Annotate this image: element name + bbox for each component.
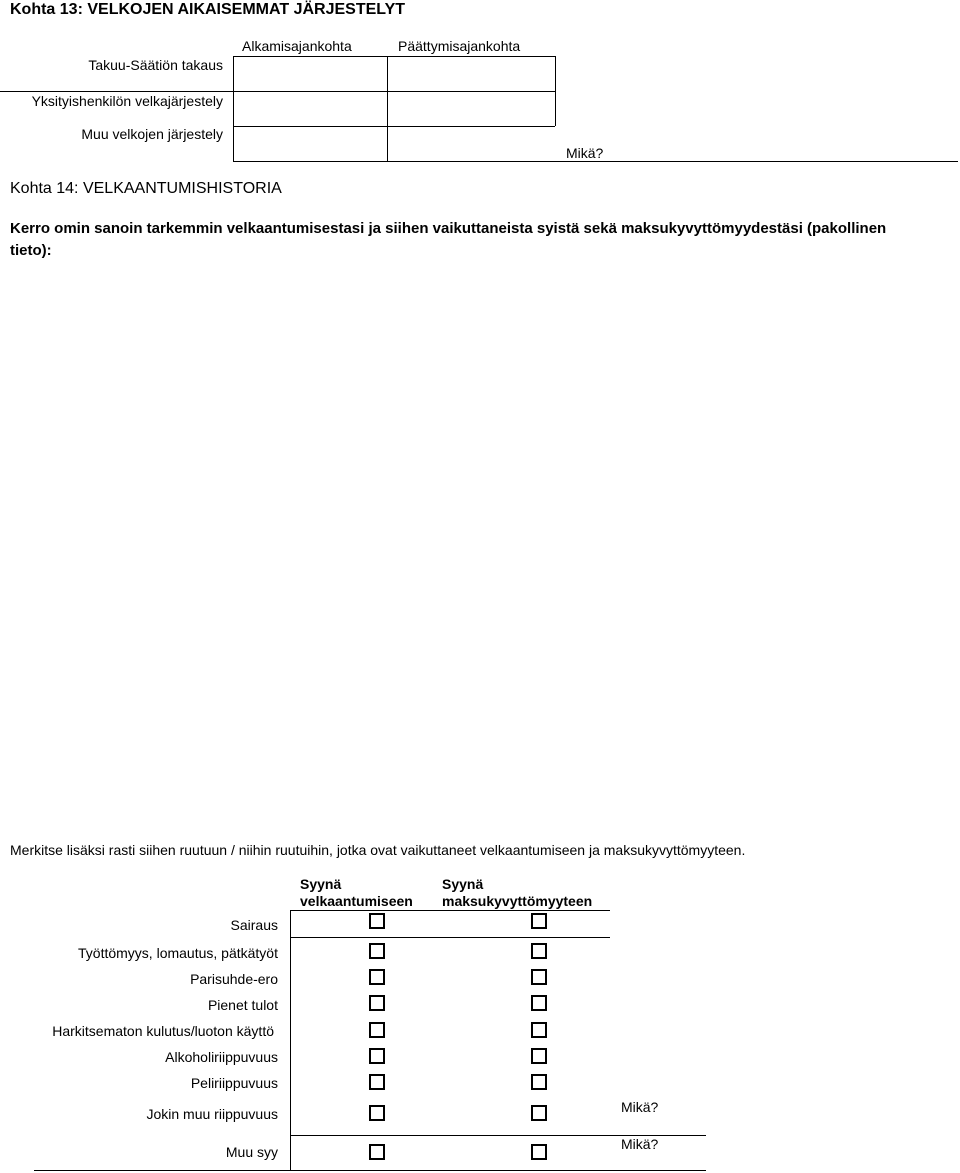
reason-label-other-reason: Muu syy	[225, 1144, 278, 1160]
other-reason-field[interactable]	[665, 1137, 706, 1169]
start-date-field-3[interactable]	[234, 127, 386, 161]
grid-line	[290, 937, 610, 938]
grid-line	[34, 1170, 706, 1171]
checkbox-other-reason-debt[interactable]	[369, 1144, 385, 1160]
checkbox-unemployment-debt[interactable]	[369, 943, 385, 959]
end-date-field-1[interactable]	[388, 57, 554, 91]
other-reason-label: Mikä?	[621, 1136, 659, 1152]
checkbox-reckless-spending-debt[interactable]	[369, 1022, 385, 1038]
checkbox-other-addiction-insolvency[interactable]	[531, 1105, 547, 1121]
reason-label-illness: Sairaus	[230, 917, 278, 933]
checkbox-instruction: Merkitse lisäksi rasti siihen ruutuun / niihin ruutuihin, jotka ovat vaikuttaneet velkaantumiseen ja maksukyvyttömyyteen.	[10, 842, 746, 858]
other-addiction-label: Mikä?	[621, 1099, 659, 1115]
column-header-debt-line2: velkaantumiseen	[300, 893, 413, 909]
checkbox-alcohol-debt[interactable]	[369, 1048, 385, 1064]
history-prompt: Kerro omin sanoin tarkemmin velkaantumisestasi ja siihen vaikuttaneista syistä sekä maksukyvyttömyydestäsi (pakollinen tieto):	[10, 220, 887, 259]
checkbox-low-income-debt[interactable]	[369, 995, 385, 1011]
reason-label-other-addiction: Jokin muu riippuvuus	[146, 1106, 278, 1122]
grid-line	[290, 910, 610, 911]
checkbox-alcohol-insolvency[interactable]	[531, 1048, 547, 1064]
section-13-title: Kohta 13: VELKOJEN AIKAISEMMAT JÄRJESTELYT	[10, 1, 406, 18]
row-label-guarantee: Takuu-Säätiön takaus	[88, 57, 223, 73]
other-arrangement-field[interactable]	[610, 140, 958, 161]
reason-label-gambling: Peliriippuvuus	[190, 1075, 278, 1091]
column-header-insolvency-line2: maksukyvyttömyyteen	[442, 893, 593, 909]
column-header-debt-line1: Syynä	[300, 876, 342, 892]
other-addiction-field[interactable]	[665, 1098, 706, 1134]
column-header-start: Alkamisajankohta	[242, 38, 352, 54]
end-date-field-2[interactable]	[388, 92, 554, 126]
reason-label-reckless-spending: Harkitsematon kulutus/luoton käyttö	[52, 1023, 274, 1039]
checkbox-gambling-insolvency[interactable]	[531, 1074, 547, 1090]
start-date-field-2[interactable]	[234, 92, 386, 126]
grid-line	[233, 161, 958, 162]
checkbox-gambling-debt[interactable]	[369, 1074, 385, 1090]
checkbox-unemployment-insolvency[interactable]	[531, 943, 547, 959]
grid-line	[555, 56, 556, 126]
row-label-private-debt: Yksityishenkilön velkajärjestely	[31, 93, 223, 109]
section-14-title: Kohta 14: VELKAANTUMISHISTORIA	[10, 180, 282, 197]
grid-line	[290, 910, 291, 1171]
column-header-insolvency-line1: Syynä	[442, 876, 484, 892]
checkbox-reckless-spending-insolvency[interactable]	[531, 1022, 547, 1038]
checkbox-illness-debt[interactable]	[369, 913, 385, 929]
checkbox-divorce-debt[interactable]	[369, 969, 385, 985]
start-date-field-1[interactable]	[234, 57, 386, 91]
checkbox-other-addiction-debt[interactable]	[369, 1105, 385, 1121]
checkbox-other-reason-insolvency[interactable]	[531, 1144, 547, 1160]
history-text-area[interactable]	[10, 268, 950, 828]
checkbox-low-income-insolvency[interactable]	[531, 995, 547, 1011]
other-arrangement-label: Mikä?	[566, 145, 604, 161]
checkbox-divorce-insolvency[interactable]	[531, 969, 547, 985]
reason-label-divorce: Parisuhde-ero	[190, 971, 278, 987]
reason-label-low-income: Pienet tulot	[207, 997, 278, 1013]
column-header-end: Päättymisajankohta	[398, 38, 521, 54]
end-date-field-3[interactable]	[388, 127, 554, 161]
row-label-other-arrangement: Muu velkojen järjestely	[81, 126, 223, 142]
reason-label-alcohol: Alkoholiriippuvuus	[165, 1049, 278, 1065]
checkbox-illness-insolvency[interactable]	[531, 913, 547, 929]
reason-label-unemployment: Työttömyys, lomautus, pätkätyöt	[78, 945, 278, 961]
